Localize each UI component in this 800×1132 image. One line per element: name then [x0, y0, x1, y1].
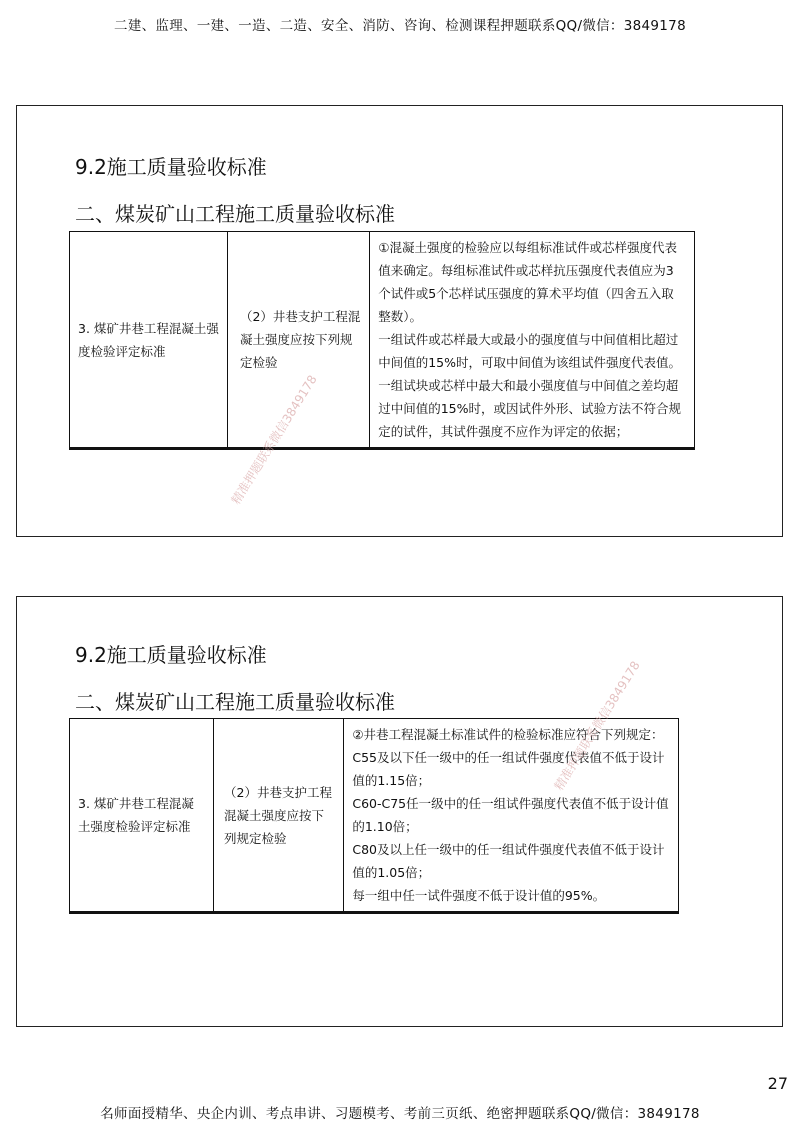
watermark: 精准押题联系微信3849178	[228, 372, 320, 507]
slide-subtitle: 二、煤炭矿山工程施工质量验收标准	[75, 202, 395, 226]
requirement-line: ①混凝土强度的检验应以每组标准试件或芯样强度代表值来确定。每组标准试件或芯样抗压强度代表值应为3个试件或5个芯样试压强度的算术平均值（四舍五入取整数）。	[378, 240, 677, 324]
slide-1	[16, 105, 783, 537]
table-cell-requirement	[370, 232, 695, 449]
watermark: 精准押题联系微信3849178	[551, 658, 643, 793]
table-cell-item: （2）井巷支护工程混凝土强度应按下列规定检验	[227, 232, 369, 449]
slide-2	[16, 596, 783, 1027]
table-cell-item: （2）井巷支护工程混凝土强度应按下列规定检验	[214, 719, 344, 913]
requirement-line: C55及以下任一级中的任一组试件强度代表值不低于设计值的1.15倍；	[352, 750, 665, 788]
requirement-line: ②井巷工程混凝土标准试件的检验标准应符合下列规定：	[352, 727, 664, 742]
page-number: 27	[767, 1074, 788, 1093]
page-header: 二建、监理、一建、一造、二造、安全、消防、咨询、检测课程押题联系QQ/微信：3849178	[114, 18, 686, 34]
standards-table	[69, 231, 695, 450]
table-cell-category: 3. 煤矿井巷工程混凝土强度检验评定标准	[70, 719, 214, 913]
page-footer: 名师面授精华、央企内训、考点串讲、习题模考、考前三页纸、绝密押题联系QQ/微信：3849178	[100, 1106, 700, 1122]
requirement-line: C60-C75任一级中的任一组试件强度代表值不低于设计值的1.10倍；	[352, 796, 669, 834]
table-cell-requirement	[344, 719, 679, 913]
requirement-line: 一组试件或芯样最大或最小的强度值与中间值相比超过中间值的15%时，可取中间值为该组试件强度代表值。	[378, 332, 682, 370]
requirement-line: 一组试块或芯样中最大和最小强度值与中间值之差均超过中间值的15%时，或因试件外形、试验方法不符合规定的试件，其试件强度不应作为评定的依据；	[378, 378, 682, 439]
requirement-line: 每一组中任一试件强度不低于设计值的95%。	[352, 888, 606, 903]
table-row	[70, 232, 695, 449]
slide-subtitle: 二、煤炭矿山工程施工质量验收标准	[75, 690, 395, 714]
requirement-line: C80及以上任一级中的任一组试件强度代表值不低于设计值的1.05倍；	[352, 842, 665, 880]
slide-title: 9.2施工质量验收标准	[75, 155, 267, 179]
table-cell-category: 3. 煤矿井巷工程混凝土强度检验评定标准	[70, 232, 228, 449]
slide-title: 9.2施工质量验收标准	[75, 643, 267, 667]
